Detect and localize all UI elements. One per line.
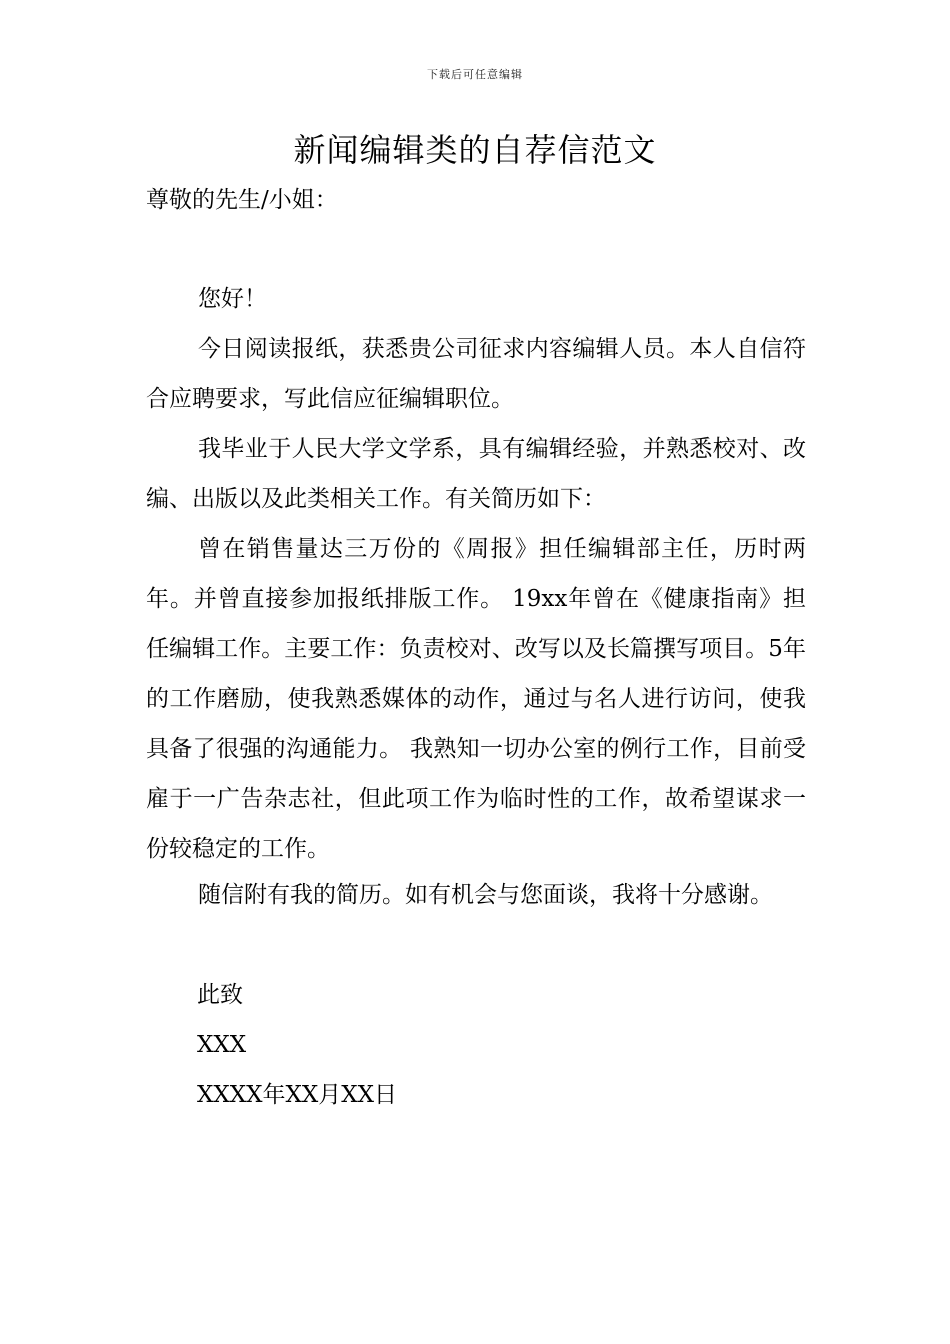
greeting-text: 您好！ bbox=[198, 286, 267, 312]
paragraph-education: 我毕业于人民大学文学系，具有编辑经验，并熟悉校对、改编、出版以及此类相关工作。有关简历如下： bbox=[146, 436, 806, 512]
paragraph-attachment: 随信附有我的简历。如有机会与您面谈，我将十分感谢。 bbox=[198, 882, 773, 908]
salutation: 尊敬的先生/小姐： bbox=[146, 187, 338, 213]
greeting bbox=[146, 274, 806, 324]
sender-name: XXX bbox=[197, 1032, 247, 1058]
letter-date: XXXX年XX月XX日 bbox=[197, 1082, 397, 1108]
paragraph-intro: 今日阅读报纸，获悉贵公司征求内容编辑人员。本人自信符合应聘要求，写此信应征编辑职位。 bbox=[146, 336, 806, 412]
page-title: 新闻编辑类的自荐信范文 bbox=[293, 131, 657, 169]
header-note: 下载后可任意编辑 bbox=[427, 68, 523, 81]
closing: 此致 bbox=[197, 982, 243, 1008]
paragraph-experience: 曾在销售量达三万份的《周报》担任编辑部主任，历时两年。并曾直接参加报纸排版工作。 19xx年曾在《健康指南》担任编辑工作。主要工作：负责校对、改写以及长篇撰写项目。5年的工作磨励，使我熟悉媒体的动作，通过与名人进行访问，使我具备了很强的沟通能力。 我熟知一切办公室的例行工作，目前受雇于一广告杂志社，但此项工作为临时性的工作，故希望谋求一份较稳定的工作。 bbox=[146, 536, 806, 862]
